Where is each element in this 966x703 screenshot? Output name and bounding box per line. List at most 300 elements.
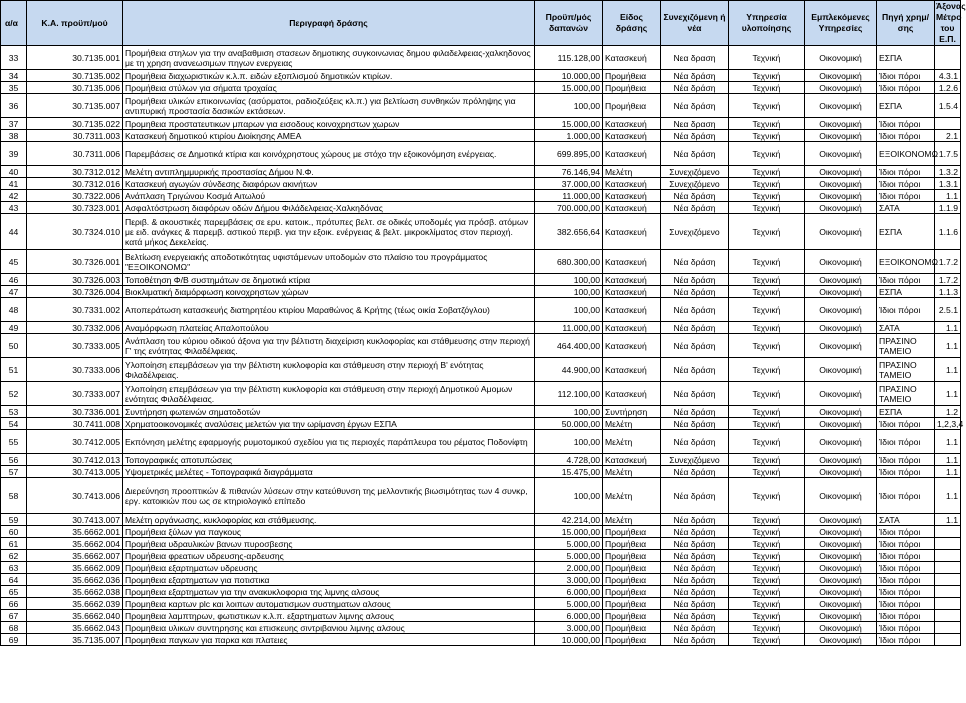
cell-axis xyxy=(935,46,961,70)
cell-cont: Νέα δράση xyxy=(661,202,729,214)
table-row xyxy=(1,94,961,118)
cell-budget: 50.000,00 xyxy=(535,418,603,430)
table-row xyxy=(1,46,961,70)
cell-aa: 65 xyxy=(1,586,27,598)
cell-budget: 100,00 xyxy=(535,478,603,514)
cell-budget: 15.000,00 xyxy=(535,82,603,94)
cell-involved: Οικονομική xyxy=(805,214,877,250)
cell-involved: Οικονομική xyxy=(805,622,877,634)
cell-source: Ίδιοι πόροι xyxy=(877,610,935,622)
cell-desc: Προμηθεια εξαρτηματων για ποτιστικα xyxy=(123,574,535,586)
table-row xyxy=(1,478,961,514)
cell-ka: 30.7331.002 xyxy=(27,298,123,322)
cell-ka: 35.6662.043 xyxy=(27,622,123,634)
cell-type: Μελέτη xyxy=(603,466,661,478)
cell-axis: 1.2.6 xyxy=(935,82,961,94)
cell-desc: Υλοποίηση επεμβάσεων για την βέλτιστη κυκλοφορία και στάθμευση στην περιοχή Β' ενότητας Φιλαδέλφειας. xyxy=(123,358,535,382)
cell-service: Τεχνική xyxy=(729,574,805,586)
cell-type: Κατασκευή xyxy=(603,202,661,214)
cell-service: Τεχνική xyxy=(729,622,805,634)
cell-ka: 30.7135.001 xyxy=(27,46,123,70)
cell-source: Ίδιοι πόροι xyxy=(877,622,935,634)
header-ka: Κ.Α. προϋπ/μού xyxy=(27,1,123,46)
cell-type: Προμήθεια xyxy=(603,562,661,574)
cell-service: Τεχνική xyxy=(729,418,805,430)
cell-source: ΕΣΠΑ xyxy=(877,46,935,70)
cell-budget: 100,00 xyxy=(535,406,603,418)
cell-ka: 30.7326.004 xyxy=(27,286,123,298)
cell-cont: Συνεχιζόμενο xyxy=(661,454,729,466)
cell-type: Προμήθεια xyxy=(603,634,661,646)
cell-aa: 44 xyxy=(1,214,27,250)
cell-aa: 51 xyxy=(1,358,27,382)
table-row xyxy=(1,166,961,178)
cell-cont: Νέα δράση xyxy=(661,70,729,82)
cell-ka: 35.6662.007 xyxy=(27,550,123,562)
cell-involved: Οικονομική xyxy=(805,634,877,646)
cell-involved: Οικονομική xyxy=(805,142,877,166)
table-row xyxy=(1,70,961,82)
cell-budget: 15.475,00 xyxy=(535,466,603,478)
cell-type: Προμήθεια xyxy=(603,94,661,118)
cell-service: Τεχνική xyxy=(729,382,805,406)
cell-involved: Οικονομική xyxy=(805,94,877,118)
cell-source: ΕΞΟΙΚΟΝΟΜΩ xyxy=(877,250,935,274)
header-type: Είδος δράσης xyxy=(603,1,661,46)
cell-involved: Οικονομική xyxy=(805,526,877,538)
table-row xyxy=(1,214,961,250)
cell-source: Ίδιοι πόροι xyxy=(877,418,935,430)
cell-cont: Νέα δράση xyxy=(661,538,729,550)
cell-budget: 11.000,00 xyxy=(535,322,603,334)
cell-type: Κατασκευή xyxy=(603,190,661,202)
cell-involved: Οικονομική xyxy=(805,598,877,610)
cell-ka: 30.7326.001 xyxy=(27,250,123,274)
table-row xyxy=(1,178,961,190)
cell-budget: 100,00 xyxy=(535,298,603,322)
cell-service: Τεχνική xyxy=(729,634,805,646)
cell-involved: Οικονομική xyxy=(805,562,877,574)
cell-cont: Νέα δράση xyxy=(661,514,729,526)
cell-involved: Οικονομική xyxy=(805,70,877,82)
cell-involved: Οικονομική xyxy=(805,406,877,418)
cell-desc: Προμηθεια καρτων plc και λοιπων αυτοματισμων συστηματων αλσους xyxy=(123,598,535,610)
cell-service: Τεχνική xyxy=(729,214,805,250)
cell-axis xyxy=(935,562,961,574)
cell-ka: 35.7135.007 xyxy=(27,634,123,646)
cell-involved: Οικονομική xyxy=(805,178,877,190)
cell-ka: 30.7332.006 xyxy=(27,322,123,334)
cell-involved: Οικονομική xyxy=(805,538,877,550)
table-row xyxy=(1,202,961,214)
cell-axis: 1.1.6 xyxy=(935,214,961,250)
cell-cont: Νέα δράση xyxy=(661,286,729,298)
cell-type: Προμήθεια xyxy=(603,598,661,610)
cell-budget: 382.656,64 xyxy=(535,214,603,250)
cell-axis xyxy=(935,538,961,550)
cell-service: Τεχνική xyxy=(729,274,805,286)
cell-aa: 63 xyxy=(1,562,27,574)
cell-budget: 6.000,00 xyxy=(535,586,603,598)
cell-budget: 5.000,00 xyxy=(535,550,603,562)
cell-axis xyxy=(935,610,961,622)
table-row xyxy=(1,634,961,646)
cell-involved: Οικονομική xyxy=(805,430,877,454)
cell-desc: Ανάπλαση Τριγώνου Κοσμά Αιτωλού xyxy=(123,190,535,202)
cell-desc: Βιοκλιματική διαμόρφωση κοινοχρηστων χώρων xyxy=(123,286,535,298)
cell-budget: 15.000,00 xyxy=(535,118,603,130)
cell-aa: 57 xyxy=(1,466,27,478)
cell-axis: 1.1.9 xyxy=(935,202,961,214)
cell-desc: Ασφαλτόστρωση διαφόρων οδών Δήμου Φιλάδελφειας-Χαλκηδόνας xyxy=(123,202,535,214)
cell-service: Τεχνική xyxy=(729,130,805,142)
cell-ka: 30.7135.006 xyxy=(27,82,123,94)
cell-cont: Νέα δράση xyxy=(661,418,729,430)
cell-source: ΕΣΠΑ xyxy=(877,214,935,250)
cell-axis: 2.1 xyxy=(935,130,961,142)
cell-cont: Νέα δράση xyxy=(661,274,729,286)
cell-cont: Νέα δράση xyxy=(661,190,729,202)
cell-ka: 30.7336.001 xyxy=(27,406,123,418)
cell-involved: Οικονομική xyxy=(805,466,877,478)
cell-source: ΣΑΤΑ xyxy=(877,202,935,214)
cell-source: ΠΡΑΣΙΝΟ ΤΑΜΕΙΟ xyxy=(877,334,935,358)
cell-source: Ίδιοι πόροι xyxy=(877,550,935,562)
cell-cont: Νέα δράση xyxy=(661,622,729,634)
cell-service: Τεχνική xyxy=(729,454,805,466)
cell-source: Ίδιοι πόροι xyxy=(877,454,935,466)
cell-desc: Προμήθεια υλικών επικοινωνίας (ασύρματοι, ραδιοζεύξεις κλ.π.) για βελτίωση συνθηκών πρόληψης για αντιπυρική προστασία δασικών εκτάσεων. xyxy=(123,94,535,118)
cell-budget: 699.895,00 xyxy=(535,142,603,166)
cell-involved: Οικονομική xyxy=(805,274,877,286)
cell-source: Ίδιοι πόροι xyxy=(877,526,935,538)
cell-axis: 1.1.3 xyxy=(935,286,961,298)
cell-type: Προμήθεια xyxy=(603,538,661,550)
table-row xyxy=(1,430,961,454)
cell-involved: Οικονομική xyxy=(805,250,877,274)
cell-axis: 1.1 xyxy=(935,466,961,478)
cell-desc: Χρηματοοικονομικές αναλύσεις μελετών για την ωρίμανση έργων ΕΣΠΑ xyxy=(123,418,535,430)
cell-type: Κατασκευή xyxy=(603,454,661,466)
cell-source: ΕΣΠΑ xyxy=(877,94,935,118)
cell-source: Ίδιοι πόροι xyxy=(877,466,935,478)
cell-desc: Προμηθεια παγκων για παρκα και πλατειες xyxy=(123,634,535,646)
cell-aa: 54 xyxy=(1,418,27,430)
cell-desc: Προμήθεια εξαρτηματων υδρευσης xyxy=(123,562,535,574)
cell-axis: 1.1 xyxy=(935,382,961,406)
cell-cont: Νέα δράση xyxy=(661,478,729,514)
cell-type: Προμήθεια xyxy=(603,82,661,94)
cell-aa: 53 xyxy=(1,406,27,418)
cell-cont: Νέα δράση xyxy=(661,466,729,478)
cell-service: Τεχνική xyxy=(729,478,805,514)
cell-source: Ίδιοι πόροι xyxy=(877,130,935,142)
cell-ka: 30.7135.002 xyxy=(27,70,123,82)
cell-service: Τεχνική xyxy=(729,46,805,70)
cell-involved: Οικονομική xyxy=(805,334,877,358)
cell-budget: 112.100,00 xyxy=(535,382,603,406)
cell-budget: 1.000,00 xyxy=(535,130,603,142)
header-aa: α/α xyxy=(1,1,27,46)
header-source: Πηγή χρημ/σης xyxy=(877,1,935,46)
cell-involved: Οικονομική xyxy=(805,550,877,562)
cell-budget: 5.000,00 xyxy=(535,598,603,610)
cell-budget: 3.000,00 xyxy=(535,574,603,586)
cell-ka: 35.6662.001 xyxy=(27,526,123,538)
cell-ka: 30.7413.006 xyxy=(27,478,123,514)
cell-involved: Οικονομική xyxy=(805,46,877,70)
cell-aa: 47 xyxy=(1,286,27,298)
cell-ka: 30.7333.006 xyxy=(27,358,123,382)
cell-type: Κατασκευή xyxy=(603,286,661,298)
cell-budget: 11.000,00 xyxy=(535,190,603,202)
cell-ka: 30.7413.005 xyxy=(27,466,123,478)
cell-aa: 56 xyxy=(1,454,27,466)
cell-involved: Οικονομική xyxy=(805,166,877,178)
cell-ka: 35.6662.009 xyxy=(27,562,123,574)
cell-aa: 60 xyxy=(1,526,27,538)
cell-service: Τεχνική xyxy=(729,598,805,610)
cell-budget: 5.000,00 xyxy=(535,538,603,550)
cell-aa: 50 xyxy=(1,334,27,358)
cell-desc: Κατασκευή δημοτικού κτιρίου Διοίκησης ΑΜΕΑ xyxy=(123,130,535,142)
table-row xyxy=(1,250,961,274)
cell-service: Τεχνική xyxy=(729,94,805,118)
cell-type: Προμήθεια xyxy=(603,70,661,82)
table-row xyxy=(1,82,961,94)
cell-axis xyxy=(935,586,961,598)
cell-aa: 41 xyxy=(1,178,27,190)
cell-cont: Νέα δράση xyxy=(661,298,729,322)
cell-axis xyxy=(935,634,961,646)
cell-ka: 30.7333.005 xyxy=(27,334,123,358)
cell-axis: 1.7.2 xyxy=(935,274,961,286)
cell-ka: 30.7311.006 xyxy=(27,142,123,166)
cell-aa: 52 xyxy=(1,382,27,406)
table-row xyxy=(1,274,961,286)
cell-involved: Οικονομική xyxy=(805,358,877,382)
cell-source: Ίδιοι πόροι xyxy=(877,634,935,646)
cell-service: Τεχνική xyxy=(729,562,805,574)
cell-service: Τεχνική xyxy=(729,142,805,166)
cell-type: Προμήθεια xyxy=(603,610,661,622)
cell-service: Τεχνική xyxy=(729,538,805,550)
cell-axis xyxy=(935,598,961,610)
cell-type: Κατασκευή xyxy=(603,250,661,274)
cell-budget: 100,00 xyxy=(535,94,603,118)
cell-service: Τεχνική xyxy=(729,334,805,358)
cell-involved: Οικονομική xyxy=(805,322,877,334)
cell-service: Τεχνική xyxy=(729,586,805,598)
cell-budget: 44.900,00 xyxy=(535,358,603,382)
cell-cont: Νέα δράση xyxy=(661,562,729,574)
cell-involved: Οικονομική xyxy=(805,586,877,598)
cell-desc: Υλοποίηση επεμβάσεων για την βέλτιστη κυκλοφορία και στάθμευση στην περιοχή Δημοτικού Αμομων ενότητας Φιλαδέλφειας. xyxy=(123,382,535,406)
cell-service: Τεχνική xyxy=(729,610,805,622)
cell-aa: 67 xyxy=(1,610,27,622)
cell-axis: 1.5.4 xyxy=(935,94,961,118)
cell-involved: Οικονομική xyxy=(805,82,877,94)
cell-aa: 55 xyxy=(1,430,27,454)
cell-axis: 2.5.1 xyxy=(935,298,961,322)
cell-aa: 58 xyxy=(1,478,27,514)
cell-type: Προμήθεια xyxy=(603,550,661,562)
header-cont: Συνεχιζόμενη ή νέα xyxy=(661,1,729,46)
cell-aa: 59 xyxy=(1,514,27,526)
cell-source: Ίδιοι πόροι xyxy=(877,598,935,610)
cell-type: Κατασκευή xyxy=(603,322,661,334)
cell-ka: 35.6662.039 xyxy=(27,598,123,610)
cell-cont: Συνεχιζόμενο xyxy=(661,214,729,250)
cell-cont: Νέα δράση xyxy=(661,322,729,334)
cell-source: Ίδιοι πόροι xyxy=(877,166,935,178)
cell-budget: 100,00 xyxy=(535,274,603,286)
cell-axis: 1.1 xyxy=(935,514,961,526)
cell-source: ΠΡΑΣΙΝΟ ΤΑΜΕΙΟ xyxy=(877,382,935,406)
table-row xyxy=(1,130,961,142)
cell-source: Ίδιοι πόροι xyxy=(877,430,935,454)
cell-service: Τεχνική xyxy=(729,118,805,130)
cell-axis xyxy=(935,550,961,562)
cell-axis: 1.1 xyxy=(935,322,961,334)
cell-desc: Αναμόρφωση πλατείας Απαλοπούλου xyxy=(123,322,535,334)
table-row xyxy=(1,514,961,526)
header-row xyxy=(1,1,961,46)
cell-source: ΕΣΠΑ xyxy=(877,406,935,418)
cell-aa: 38 xyxy=(1,130,27,142)
cell-involved: Οικονομική xyxy=(805,130,877,142)
cell-service: Τεχνική xyxy=(729,178,805,190)
cell-service: Τεχνική xyxy=(729,202,805,214)
table-row xyxy=(1,418,961,430)
cell-ka: 30.7322.006 xyxy=(27,190,123,202)
cell-service: Τεχνική xyxy=(729,166,805,178)
cell-aa: 33 xyxy=(1,46,27,70)
cell-source: Ίδιοι πόροι xyxy=(877,538,935,550)
table-row xyxy=(1,622,961,634)
table-row xyxy=(1,334,961,358)
cell-aa: 45 xyxy=(1,250,27,274)
header-axis: Άξονας Μέτρο του Ε.Π. xyxy=(936,1,966,44)
cell-source: ΣΑΤΑ xyxy=(877,514,935,526)
cell-desc: Ανάπλαση του κύριου οδικού άξονα για την βέλτιστη διαχείριση κυκλοφορίας και στάθμευσης στην περιοχή Γ' της ενότητας Φιλαδέλφειας. xyxy=(123,334,535,358)
cell-axis: 1,2,3,4 xyxy=(935,418,961,430)
cell-source: Ίδιοι πόροι xyxy=(877,190,935,202)
cell-budget: 2.000,00 xyxy=(535,562,603,574)
cell-ka: 30.7311.003 xyxy=(27,130,123,142)
cell-ka: 30.7312.016 xyxy=(27,178,123,190)
cell-ka: 30.7326.003 xyxy=(27,274,123,286)
cell-aa: 48 xyxy=(1,298,27,322)
header-involved: Εμπλεκόμενες Υπηρεσίες xyxy=(805,1,877,46)
cell-desc: Προμηθεια υλικων συντηρησης και επισκευης σιντριβανιου λιμνης αλσους xyxy=(123,622,535,634)
cell-cont: Νέα δράση xyxy=(661,406,729,418)
cell-budget: 6.000,00 xyxy=(535,610,603,622)
cell-type: Προμήθεια xyxy=(603,526,661,538)
cell-ka: 30.7412.005 xyxy=(27,430,123,454)
cell-service: Τεχνική xyxy=(729,82,805,94)
table-row xyxy=(1,538,961,550)
cell-axis: 1.1 xyxy=(935,334,961,358)
cell-desc: Προμήθεια διαχωριστικών κ.λ.π. ειδών εξοπλισμού δημοτικών κτιρίων. xyxy=(123,70,535,82)
table-body xyxy=(1,46,964,646)
table-row xyxy=(1,382,961,406)
cell-desc: Εκπόνηση μελέτης εφαρμογής ρυμοτομικού σχεδίου για τις περιοχές παράπλευρα του ρέματος Ποδονίφτη xyxy=(123,430,535,454)
cell-type: Κατασκευή xyxy=(603,382,661,406)
table-row xyxy=(1,526,961,538)
cell-cont: Νεα δραση xyxy=(661,118,729,130)
cell-source: Ίδιοι πόροι xyxy=(877,118,935,130)
cell-involved: Οικονομική xyxy=(805,190,877,202)
cell-aa: 61 xyxy=(1,538,27,550)
cell-cont: Νέα δράση xyxy=(661,250,729,274)
cell-involved: Οικονομική xyxy=(805,382,877,406)
cell-desc: Διερεύνηση προοπτικών & πιθανών λύσεων στην κατεύθυνση της μελλοντικής βιωσιμότητας των 4 συνκρ, εργ. κατοικιών που ως σε κτηριολογικό επίπεδο xyxy=(123,478,535,514)
table-row xyxy=(1,298,961,322)
cell-type: Προμήθεια xyxy=(603,622,661,634)
cell-service: Τεχνική xyxy=(729,526,805,538)
cell-cont: Νέα δράση xyxy=(661,598,729,610)
cell-budget: 10.000,00 xyxy=(535,634,603,646)
cell-source: ΕΣΠΑ xyxy=(877,286,935,298)
table-row xyxy=(1,586,961,598)
cell-aa: 36 xyxy=(1,94,27,118)
cell-service: Τεχνική xyxy=(729,70,805,82)
cell-service: Τεχνική xyxy=(729,466,805,478)
cell-service: Τεχνική xyxy=(729,250,805,274)
cell-aa: 42 xyxy=(1,190,27,202)
table-row xyxy=(1,466,961,478)
cell-budget: 115.128,00 xyxy=(535,46,603,70)
cell-service: Τεχνική xyxy=(729,550,805,562)
cell-type: Μελέτη xyxy=(603,514,661,526)
cell-involved: Οικονομική xyxy=(805,298,877,322)
cell-type: Προμήθεια xyxy=(603,586,661,598)
cell-cont: Νέα δράση xyxy=(661,94,729,118)
cell-involved: Οικονομική xyxy=(805,514,877,526)
cell-involved: Οικονομική xyxy=(805,610,877,622)
cell-ka: 35.6662.038 xyxy=(27,586,123,598)
cell-type: Κατασκευή xyxy=(603,274,661,286)
cell-involved: Οικονομική xyxy=(805,286,877,298)
cell-source: ΣΑΤΑ xyxy=(877,322,935,334)
cell-service: Τεχνική xyxy=(729,190,805,202)
cell-cont: Νέα δράση xyxy=(661,634,729,646)
cell-involved: Οικονομική xyxy=(805,454,877,466)
cell-aa: 64 xyxy=(1,574,27,586)
cell-cont: Συνεχιζόμενο xyxy=(661,178,729,190)
cell-cont: Νέα δράση xyxy=(661,82,729,94)
cell-cont: Νέα δράση xyxy=(661,334,729,358)
cell-desc: Τοπογραφικές αποτυπώσεις xyxy=(123,454,535,466)
cell-cont: Νέα δράση xyxy=(661,586,729,598)
cell-aa: 66 xyxy=(1,598,27,610)
cell-source: ΕΞΟΙΚΟΝΟΜΩ xyxy=(877,142,935,166)
cell-source: Ίδιοι πόροι xyxy=(877,70,935,82)
cell-type: Προμήθεια xyxy=(603,574,661,586)
cell-ka: 35.6662.004 xyxy=(27,538,123,550)
cell-type: Συντήρηση xyxy=(603,406,661,418)
cell-ka: 30.7413.007 xyxy=(27,514,123,526)
table-row xyxy=(1,286,961,298)
cell-desc: Προμηθεια λαμπτηρων, φωτιστικων κ.λ.π. εξαρτηματων λιμνης αλσους xyxy=(123,610,535,622)
table-row xyxy=(1,142,961,166)
cell-budget: 680.300,00 xyxy=(535,250,603,274)
cell-ka: 35.6662.036 xyxy=(27,574,123,586)
header-service: Υπηρεσία υλοποίησης xyxy=(729,1,805,46)
cell-desc: Προμήθεια στηλων για την αναβαθμιση στασεων δημοτικης συγκοινωνιας δημου φιλαδελφειας-χαλκηδονος με τη χρηση ανανεωσιμων πηγων ενεργειας xyxy=(123,46,535,70)
cell-ka: 30.7135.022 xyxy=(27,118,123,130)
